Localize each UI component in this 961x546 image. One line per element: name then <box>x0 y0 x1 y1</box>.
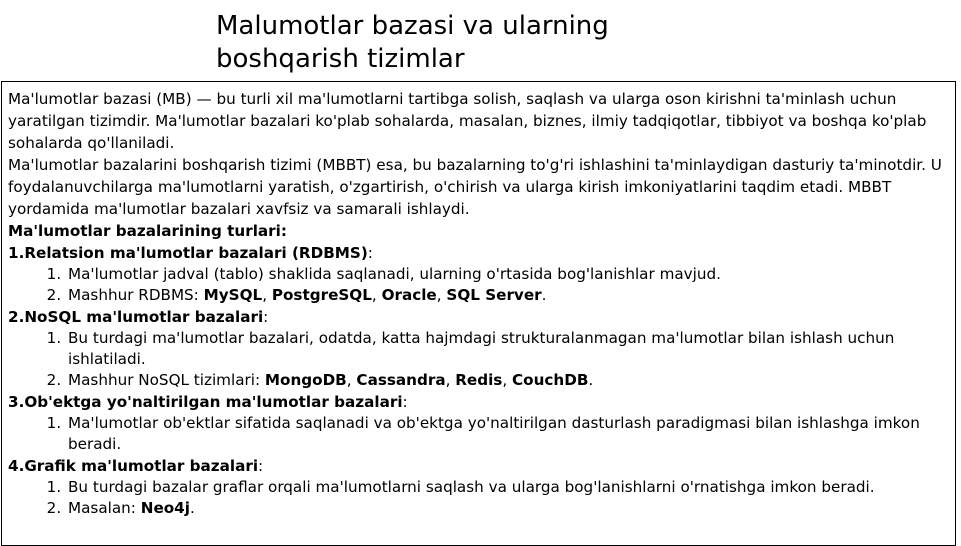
intro-paragraph-2: Ma'lumotlar bazalarini boshqarish tizimi (MBBT) esa, bu bazalarning to'g'ri ishlashini ta'minlaydigan dasturiy ta'minotdir. U foydalanuvchilarga ma'lumotlarni yaratish, o'zgartirish, o'chirish va ularga kirish imkoniyatlarini taqdim etadi. MBBT yordamida ma'lumotlar bazalari xavfsiz va samarali ishlaydi. <box>8 156 942 218</box>
colon: : <box>263 308 269 326</box>
list-item <box>66 328 949 370</box>
section-heading-relational <box>8 242 949 264</box>
section-heading-object-oriented <box>8 391 949 413</box>
comma: , <box>262 286 272 304</box>
list-item-text: Ma'lumotlar ob'ektlar sifatida saqlanadi va ob'ektga yo'naltirilgan dasturlash paradigmasi bilan ishlashga imkon beradi. <box>68 414 920 453</box>
example-name: Oracle <box>381 286 437 304</box>
section-list-relational <box>8 264 949 306</box>
example-name: Cassandra <box>356 371 446 389</box>
list-item <box>66 264 949 285</box>
comma: , <box>445 371 456 389</box>
title-line-2: boshqarish tizimlar <box>216 44 465 74</box>
list-item-text: Ma'lumotlar jadval (tablo) shaklida saqlanadi, ularning o'rtasida bog'lanishlar mavjud. <box>68 265 721 283</box>
colon: : <box>402 393 408 411</box>
list-item <box>66 498 949 519</box>
section-heading-text: 2.NoSQL ma'lumotlar bazalari <box>8 308 264 326</box>
list-item-prefix: Masalan: <box>68 499 141 517</box>
example-name: MySQL <box>203 286 263 304</box>
comma: , <box>371 286 382 304</box>
intro-paragraph-1: Ma'lumotlar bazasi (MB) — bu turli xil ma'lumotlarni tartibga solish, saqlash va ularga oson kirishni ta'minlash uchun yaratilgan tizimdir. Ma'lumotlar bazalari ko'plab sohalarda, masalan, biznes, ilmiy tadqiqotlar, tibbiyot va boshqa ko'plab sohalarda qo'llaniladi. <box>8 90 927 152</box>
period: . <box>588 371 594 389</box>
example-name: CouchDB <box>512 371 589 389</box>
example-name: Redis <box>455 371 503 389</box>
period: . <box>541 286 547 304</box>
colon: : <box>367 244 373 262</box>
section-heading-nosql <box>8 306 949 328</box>
list-item-text: Bu turdagi bazalar graflar orqali ma'lumotlarni saqlash va ularga bog'lanishlarni o'rnatishga imkon beradi. <box>68 478 875 496</box>
list-item <box>66 370 949 391</box>
content-text-box <box>1 81 956 546</box>
section-list-graph <box>8 477 949 519</box>
example-name: PostgreSQL <box>271 286 372 304</box>
list-item-prefix: Mashhur NoSQL tizimlari: <box>68 371 265 389</box>
list-item-text: Bu turdagi ma'lumotlar bazalari, odatda, katta hajmdagi strukturalanmagan ma'lumotlar bilan ishlash uchun ishlatiladi. <box>68 329 895 368</box>
example-name: Neo4j <box>140 499 190 517</box>
list-item <box>66 285 949 306</box>
section-list-object-oriented <box>8 413 949 455</box>
slide-title <box>216 10 816 76</box>
title-line-1: Malumotlar bazasi va ularning <box>216 11 609 41</box>
colon: : <box>258 457 264 475</box>
section-heading-text: 1.Relatsion ma'lumotlar bazalari (RDBMS) <box>8 244 368 262</box>
example-name: SQL Server <box>446 286 542 304</box>
example-name: MongoDB <box>264 371 347 389</box>
section-list-nosql <box>8 328 949 391</box>
comma: , <box>436 286 447 304</box>
list-item <box>66 413 949 455</box>
comma: , <box>346 371 357 389</box>
section-heading-text: 4.Grafik ma'lumotlar bazalari <box>8 457 259 475</box>
comma: , <box>502 371 513 389</box>
period: . <box>189 499 195 517</box>
list-item-prefix: Mashhur RDBMS: <box>68 286 204 304</box>
section-heading-text: 3.Ob'ektga yo'naltirilgan ma'lumotlar bazalari <box>8 393 403 411</box>
section-heading-graph <box>8 455 949 477</box>
list-item <box>66 477 949 498</box>
types-heading: Ma'lumotlar bazalarining turlari: <box>8 222 287 240</box>
